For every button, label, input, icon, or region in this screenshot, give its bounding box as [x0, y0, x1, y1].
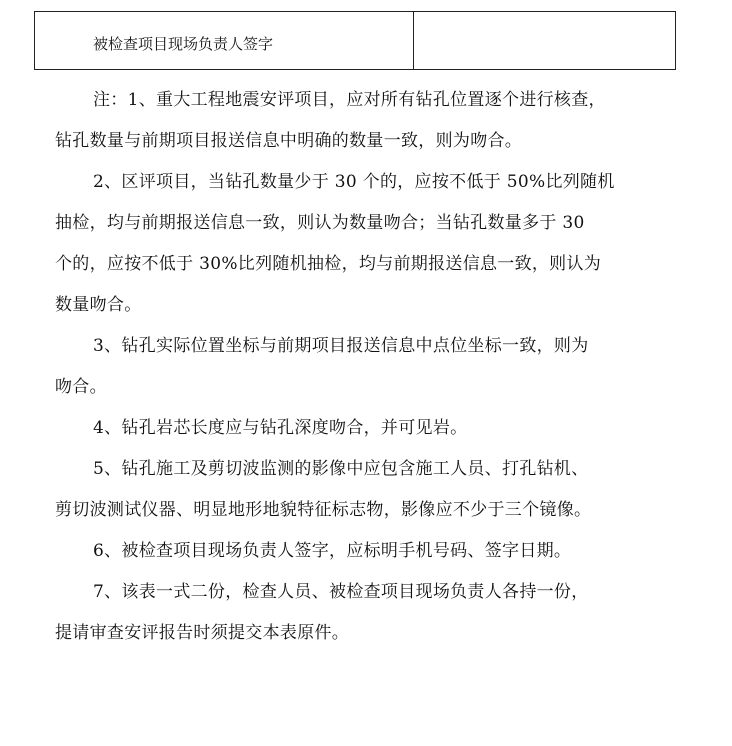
note-line: 抽检，均与前期报送信息一致，则认为数量吻合；当钻孔数量多于 30: [55, 213, 585, 233]
note-line: 5、钻孔施工及剪切波监测的影像中应包含施工人员、打孔钻机、: [93, 459, 589, 479]
note-line: 2、区评项目，当钻孔数量少于 30 个的，应按不低于 50%比列随机: [93, 172, 615, 192]
note-line: 吻合。: [55, 377, 107, 397]
note-line: 注：1、重大工程地震安评项目，应对所有钻孔位置逐个进行核查，: [93, 90, 606, 110]
note-line: 剪切波测试仪器、明显地形地貌特征标志物，影像应不少于三个镜像。: [55, 500, 592, 520]
notes-section: [55, 80, 660, 654]
note-line: 钻孔数量与前期项目报送信息中明确的数量一致，则为吻合。: [55, 131, 523, 151]
signature-label-cell: 被检查项目现场负责人签字: [35, 12, 414, 70]
signature-table: [34, 11, 676, 70]
note-line: 4、钻孔岩芯长度应与钻孔深度吻合，并可见岩。: [93, 418, 468, 438]
note-line: 数量吻合。: [55, 295, 142, 315]
note-line: 6、被检查项目现场负责人签字，应标明手机号码、签字日期。: [93, 541, 572, 561]
note-line: 个的，应按不低于 30%比列随机抽检，均与前期报送信息一致，则认为: [55, 254, 602, 274]
signature-value-cell[interactable]: [414, 12, 676, 70]
note-line: 提请审查安评报告时须提交本表原件。: [55, 623, 350, 643]
note-line: 3、钻孔实际位置坐标与前期项目报送信息中点位坐标一致，则为: [93, 336, 589, 356]
note-line: 7、该表一式二份，检查人员、被检查项目现场负责人各持一份，: [93, 582, 589, 602]
signature-row: [35, 12, 676, 70]
